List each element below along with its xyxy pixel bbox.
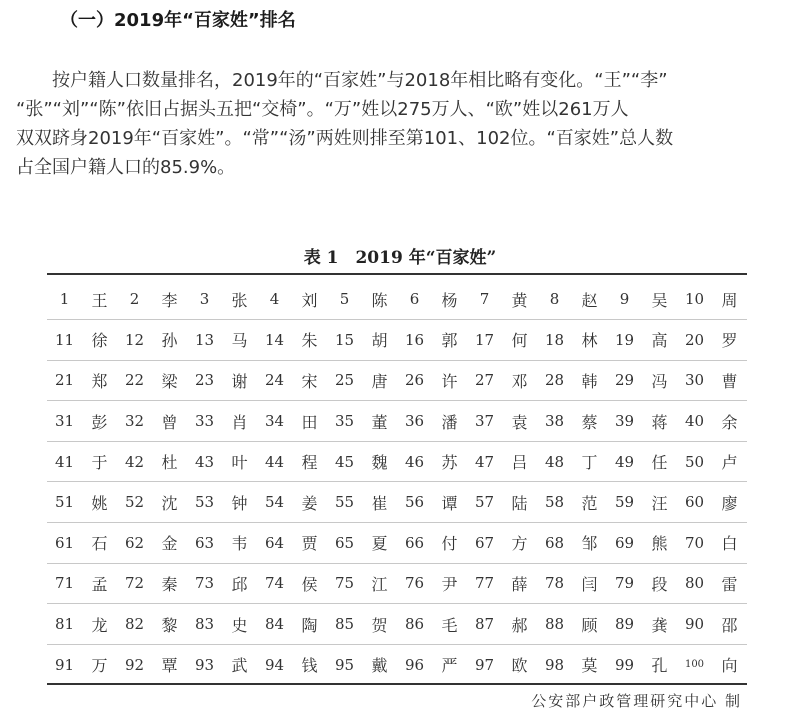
surname: 姜 — [301, 493, 318, 513]
rank-number: 90 — [684, 615, 705, 634]
surname: 余 — [721, 412, 738, 432]
surname: 张 — [231, 290, 248, 310]
surname: 顾 — [581, 615, 598, 635]
rank-number: 99 — [614, 655, 635, 674]
rank-number: 41 — [54, 452, 75, 471]
surname: 潘 — [441, 412, 458, 432]
rank-number: 44 — [264, 452, 285, 471]
table-row — [47, 401, 747, 442]
surname: 曾 — [161, 412, 178, 432]
surname: 史 — [231, 615, 248, 635]
rank-number: 43 — [194, 452, 215, 471]
surname: 冯 — [651, 371, 668, 391]
surname: 郭 — [441, 331, 458, 351]
table-row — [47, 320, 747, 361]
table-row — [47, 441, 747, 482]
rank-number: 87 — [474, 615, 495, 634]
rank-number: 31 — [54, 412, 75, 431]
rank-number: 27 — [474, 371, 495, 390]
rank-number: 4 — [269, 290, 280, 309]
surname: 薛 — [511, 574, 528, 594]
surname: 朱 — [301, 331, 318, 351]
surname: 段 — [651, 574, 668, 594]
surname: 黎 — [161, 615, 178, 635]
rank-number: 77 — [474, 574, 495, 593]
rank-number: 36 — [404, 412, 425, 431]
rank-number: 20 — [684, 330, 705, 349]
surname: 赵 — [581, 290, 598, 310]
rank-number: 93 — [194, 655, 215, 674]
surname: 龚 — [651, 615, 668, 635]
surname: 林 — [581, 331, 598, 351]
surname: 袁 — [511, 412, 528, 432]
rank-number: 5 — [339, 290, 350, 309]
rank-number: 74 — [264, 574, 285, 593]
rank-number: 66 — [404, 533, 425, 552]
surname: 叶 — [231, 453, 248, 473]
rank-number: 3 — [199, 290, 210, 309]
paragraph-line: 按户籍人口数量排名，2019年的“百家姓”与2018年相比略有变化。“王”“李” — [52, 70, 668, 91]
rank-number: 26 — [404, 371, 425, 390]
rank-number: 81 — [54, 615, 75, 634]
rank-number: 22 — [124, 371, 145, 390]
surname: 郝 — [511, 615, 528, 635]
rank-number: 88 — [544, 615, 565, 634]
rank-number: 34 — [264, 412, 285, 431]
rank-number: 65 — [334, 533, 355, 552]
paragraph-line: 占全国户籍人口的85.9%。 — [16, 157, 236, 178]
surname: 李 — [161, 290, 178, 310]
surname: 唐 — [371, 371, 388, 391]
surname: 宋 — [301, 371, 318, 391]
surname: 熊 — [651, 534, 668, 554]
surname: 董 — [371, 412, 388, 432]
rank-number: 82 — [124, 615, 145, 634]
intro-paragraph — [16, 66, 786, 182]
rank-number: 16 — [404, 330, 425, 349]
surname: 侯 — [301, 574, 318, 594]
rank-number: 68 — [544, 533, 565, 552]
surname: 徐 — [91, 331, 108, 351]
surname: 白 — [721, 534, 738, 554]
rank-number: 62 — [124, 533, 145, 552]
surname: 夏 — [371, 534, 388, 554]
rank-number: 86 — [404, 615, 425, 634]
rank-number: 83 — [194, 615, 215, 634]
surname-ranking-table — [47, 279, 747, 685]
surname: 卢 — [721, 453, 738, 473]
rank-number: 29 — [614, 371, 635, 390]
surname: 毛 — [441, 615, 458, 635]
rank-number: 13 — [194, 330, 215, 349]
rank-number: 25 — [334, 371, 355, 390]
surname: 周 — [721, 290, 738, 310]
surname: 杨 — [441, 290, 458, 310]
rank-number: 17 — [474, 330, 495, 349]
surname: 方 — [511, 534, 528, 554]
rank-number: 64 — [264, 533, 285, 552]
surname: 杜 — [161, 453, 178, 473]
surname: 汪 — [651, 493, 668, 513]
surname: 闫 — [581, 574, 598, 594]
surname: 高 — [651, 331, 668, 351]
rank-number: 63 — [194, 533, 215, 552]
rank-number: 1 — [59, 290, 70, 309]
table-row — [47, 644, 747, 685]
surname: 孟 — [91, 574, 108, 594]
surname: 韦 — [231, 534, 248, 554]
rank-number: 56 — [404, 493, 425, 512]
rank-number: 40 — [684, 412, 705, 431]
table-source-note: 公安部户政管理研究中心 制 — [531, 692, 742, 710]
rank-number: 84 — [264, 615, 285, 634]
rank-number: 42 — [124, 452, 145, 471]
rank-number: 23 — [194, 371, 215, 390]
surname: 胡 — [371, 331, 388, 351]
rank-number: 100 — [684, 659, 705, 671]
surname: 肖 — [231, 412, 248, 432]
surname: 秦 — [161, 574, 178, 594]
rank-number: 45 — [334, 452, 355, 471]
rank-number: 21 — [54, 371, 75, 390]
rank-number: 80 — [684, 574, 705, 593]
rank-number: 54 — [264, 493, 285, 512]
surname: 向 — [721, 656, 738, 676]
surname: 韩 — [581, 371, 598, 391]
rank-number: 2 — [129, 290, 140, 309]
surname: 廖 — [721, 493, 738, 513]
surname: 王 — [91, 290, 108, 310]
rank-number: 15 — [334, 330, 355, 349]
surname: 蔡 — [581, 412, 598, 432]
surname: 戴 — [371, 656, 388, 676]
rank-number: 98 — [544, 655, 565, 674]
table-row — [47, 360, 747, 401]
table-body — [47, 279, 747, 685]
surname: 谢 — [231, 371, 248, 391]
rank-number: 28 — [544, 371, 565, 390]
rank-number: 67 — [474, 533, 495, 552]
rank-number: 33 — [194, 412, 215, 431]
surname: 孙 — [161, 331, 178, 351]
rank-number: 51 — [54, 493, 75, 512]
surname: 吕 — [511, 453, 528, 473]
rank-number: 95 — [334, 655, 355, 674]
surname: 陈 — [371, 290, 388, 310]
rank-number: 11 — [54, 330, 75, 349]
surname: 魏 — [371, 453, 388, 473]
rank-number: 60 — [684, 493, 705, 512]
surname: 陶 — [301, 615, 318, 635]
table-bottom-rule — [47, 683, 747, 685]
surname: 马 — [231, 331, 248, 351]
surname: 万 — [91, 656, 108, 676]
surname: 何 — [511, 331, 528, 351]
rank-number: 19 — [614, 330, 635, 349]
surname: 龙 — [91, 615, 108, 635]
surname: 钟 — [231, 493, 248, 513]
surname: 邵 — [721, 615, 738, 635]
surname: 付 — [441, 534, 458, 554]
surname: 莫 — [581, 656, 598, 676]
surname: 尹 — [441, 574, 458, 594]
table-top-rule — [47, 273, 747, 275]
rank-number: 57 — [474, 493, 495, 512]
surname: 崔 — [371, 493, 388, 513]
rank-number: 24 — [264, 371, 285, 390]
rank-number: 85 — [334, 615, 355, 634]
table-row — [47, 563, 747, 604]
rank-number: 70 — [684, 533, 705, 552]
rank-number: 35 — [334, 412, 355, 431]
rank-number: 73 — [194, 574, 215, 593]
surname: 谭 — [441, 493, 458, 513]
table-row — [47, 279, 747, 320]
rank-number: 47 — [474, 452, 495, 471]
surname: 范 — [581, 493, 598, 513]
rank-number: 9 — [619, 290, 630, 309]
surname: 石 — [91, 534, 108, 554]
surname: 彭 — [91, 412, 108, 432]
rank-number: 48 — [544, 452, 565, 471]
surname: 邱 — [231, 574, 248, 594]
rank-number: 6 — [409, 290, 420, 309]
rank-number: 53 — [194, 493, 215, 512]
rank-number: 75 — [334, 574, 355, 593]
surname: 沈 — [161, 493, 178, 513]
section-heading: （一）2019年“百家姓”排名 — [60, 10, 296, 31]
rank-number: 71 — [54, 574, 75, 593]
surname: 邓 — [511, 371, 528, 391]
surname: 邹 — [581, 534, 598, 554]
surname: 覃 — [161, 656, 178, 676]
surname: 武 — [231, 656, 248, 676]
surname: 江 — [371, 574, 388, 594]
rank-number: 10 — [684, 290, 705, 309]
surname: 贾 — [301, 534, 318, 554]
rank-number: 91 — [54, 655, 75, 674]
rank-number: 79 — [614, 574, 635, 593]
surname: 姚 — [91, 493, 108, 513]
surname: 苏 — [441, 453, 458, 473]
rank-number: 18 — [544, 330, 565, 349]
surname: 蒋 — [651, 412, 668, 432]
rank-number: 97 — [474, 655, 495, 674]
rank-number: 59 — [614, 493, 635, 512]
rank-number: 55 — [334, 493, 355, 512]
surname: 雷 — [721, 574, 738, 594]
rank-number: 46 — [404, 452, 425, 471]
paragraph-line: “张”“刘”“陈”依旧占据头五把“交椅”。“万”姓以275万人、“欧”姓以261万人 — [16, 99, 629, 120]
rank-number: 49 — [614, 452, 635, 471]
rank-number: 52 — [124, 493, 145, 512]
surname: 郑 — [91, 371, 108, 391]
surname: 梁 — [161, 371, 178, 391]
surname: 钱 — [301, 656, 318, 676]
table-title: 表 1 2019 年“百家姓” — [303, 248, 497, 268]
surname: 陆 — [511, 493, 528, 513]
rank-number: 50 — [684, 452, 705, 471]
rank-number: 96 — [404, 655, 425, 674]
surname: 欧 — [511, 656, 528, 676]
table-row — [47, 482, 747, 523]
rank-number: 94 — [264, 655, 285, 674]
surname: 刘 — [301, 290, 318, 310]
rank-number: 72 — [124, 574, 145, 593]
surname: 许 — [441, 371, 458, 391]
rank-number: 39 — [614, 412, 635, 431]
surname: 程 — [301, 453, 318, 473]
surname: 任 — [651, 453, 668, 473]
rank-number: 8 — [549, 290, 560, 309]
surname: 金 — [161, 534, 178, 554]
surname: 黄 — [511, 290, 528, 310]
rank-number: 30 — [684, 371, 705, 390]
surname: 田 — [301, 412, 318, 432]
surname: 于 — [91, 453, 108, 473]
surname: 吴 — [651, 290, 668, 310]
rank-number: 37 — [474, 412, 495, 431]
surname: 严 — [441, 656, 458, 676]
surname: 罗 — [721, 331, 738, 351]
rank-number: 7 — [479, 290, 490, 309]
rank-number: 89 — [614, 615, 635, 634]
paragraph-line: 双双跻身2019年“百家姓”。“常”“汤”两姓则排至第101、102位。“百家姓”总人数 — [16, 128, 674, 149]
rank-number: 78 — [544, 574, 565, 593]
rank-number: 12 — [124, 330, 145, 349]
surname: 孔 — [651, 656, 668, 676]
surname: 丁 — [581, 453, 598, 473]
rank-number: 32 — [124, 412, 145, 431]
table-row — [47, 523, 747, 564]
rank-number: 76 — [404, 574, 425, 593]
surname: 曹 — [721, 371, 738, 391]
surname: 贺 — [371, 615, 388, 635]
rank-number: 92 — [124, 655, 145, 674]
rank-number: 69 — [614, 533, 635, 552]
rank-number: 14 — [264, 330, 285, 349]
rank-number: 58 — [544, 493, 565, 512]
table-row — [47, 604, 747, 645]
rank-number: 38 — [544, 412, 565, 431]
rank-number: 61 — [54, 533, 75, 552]
